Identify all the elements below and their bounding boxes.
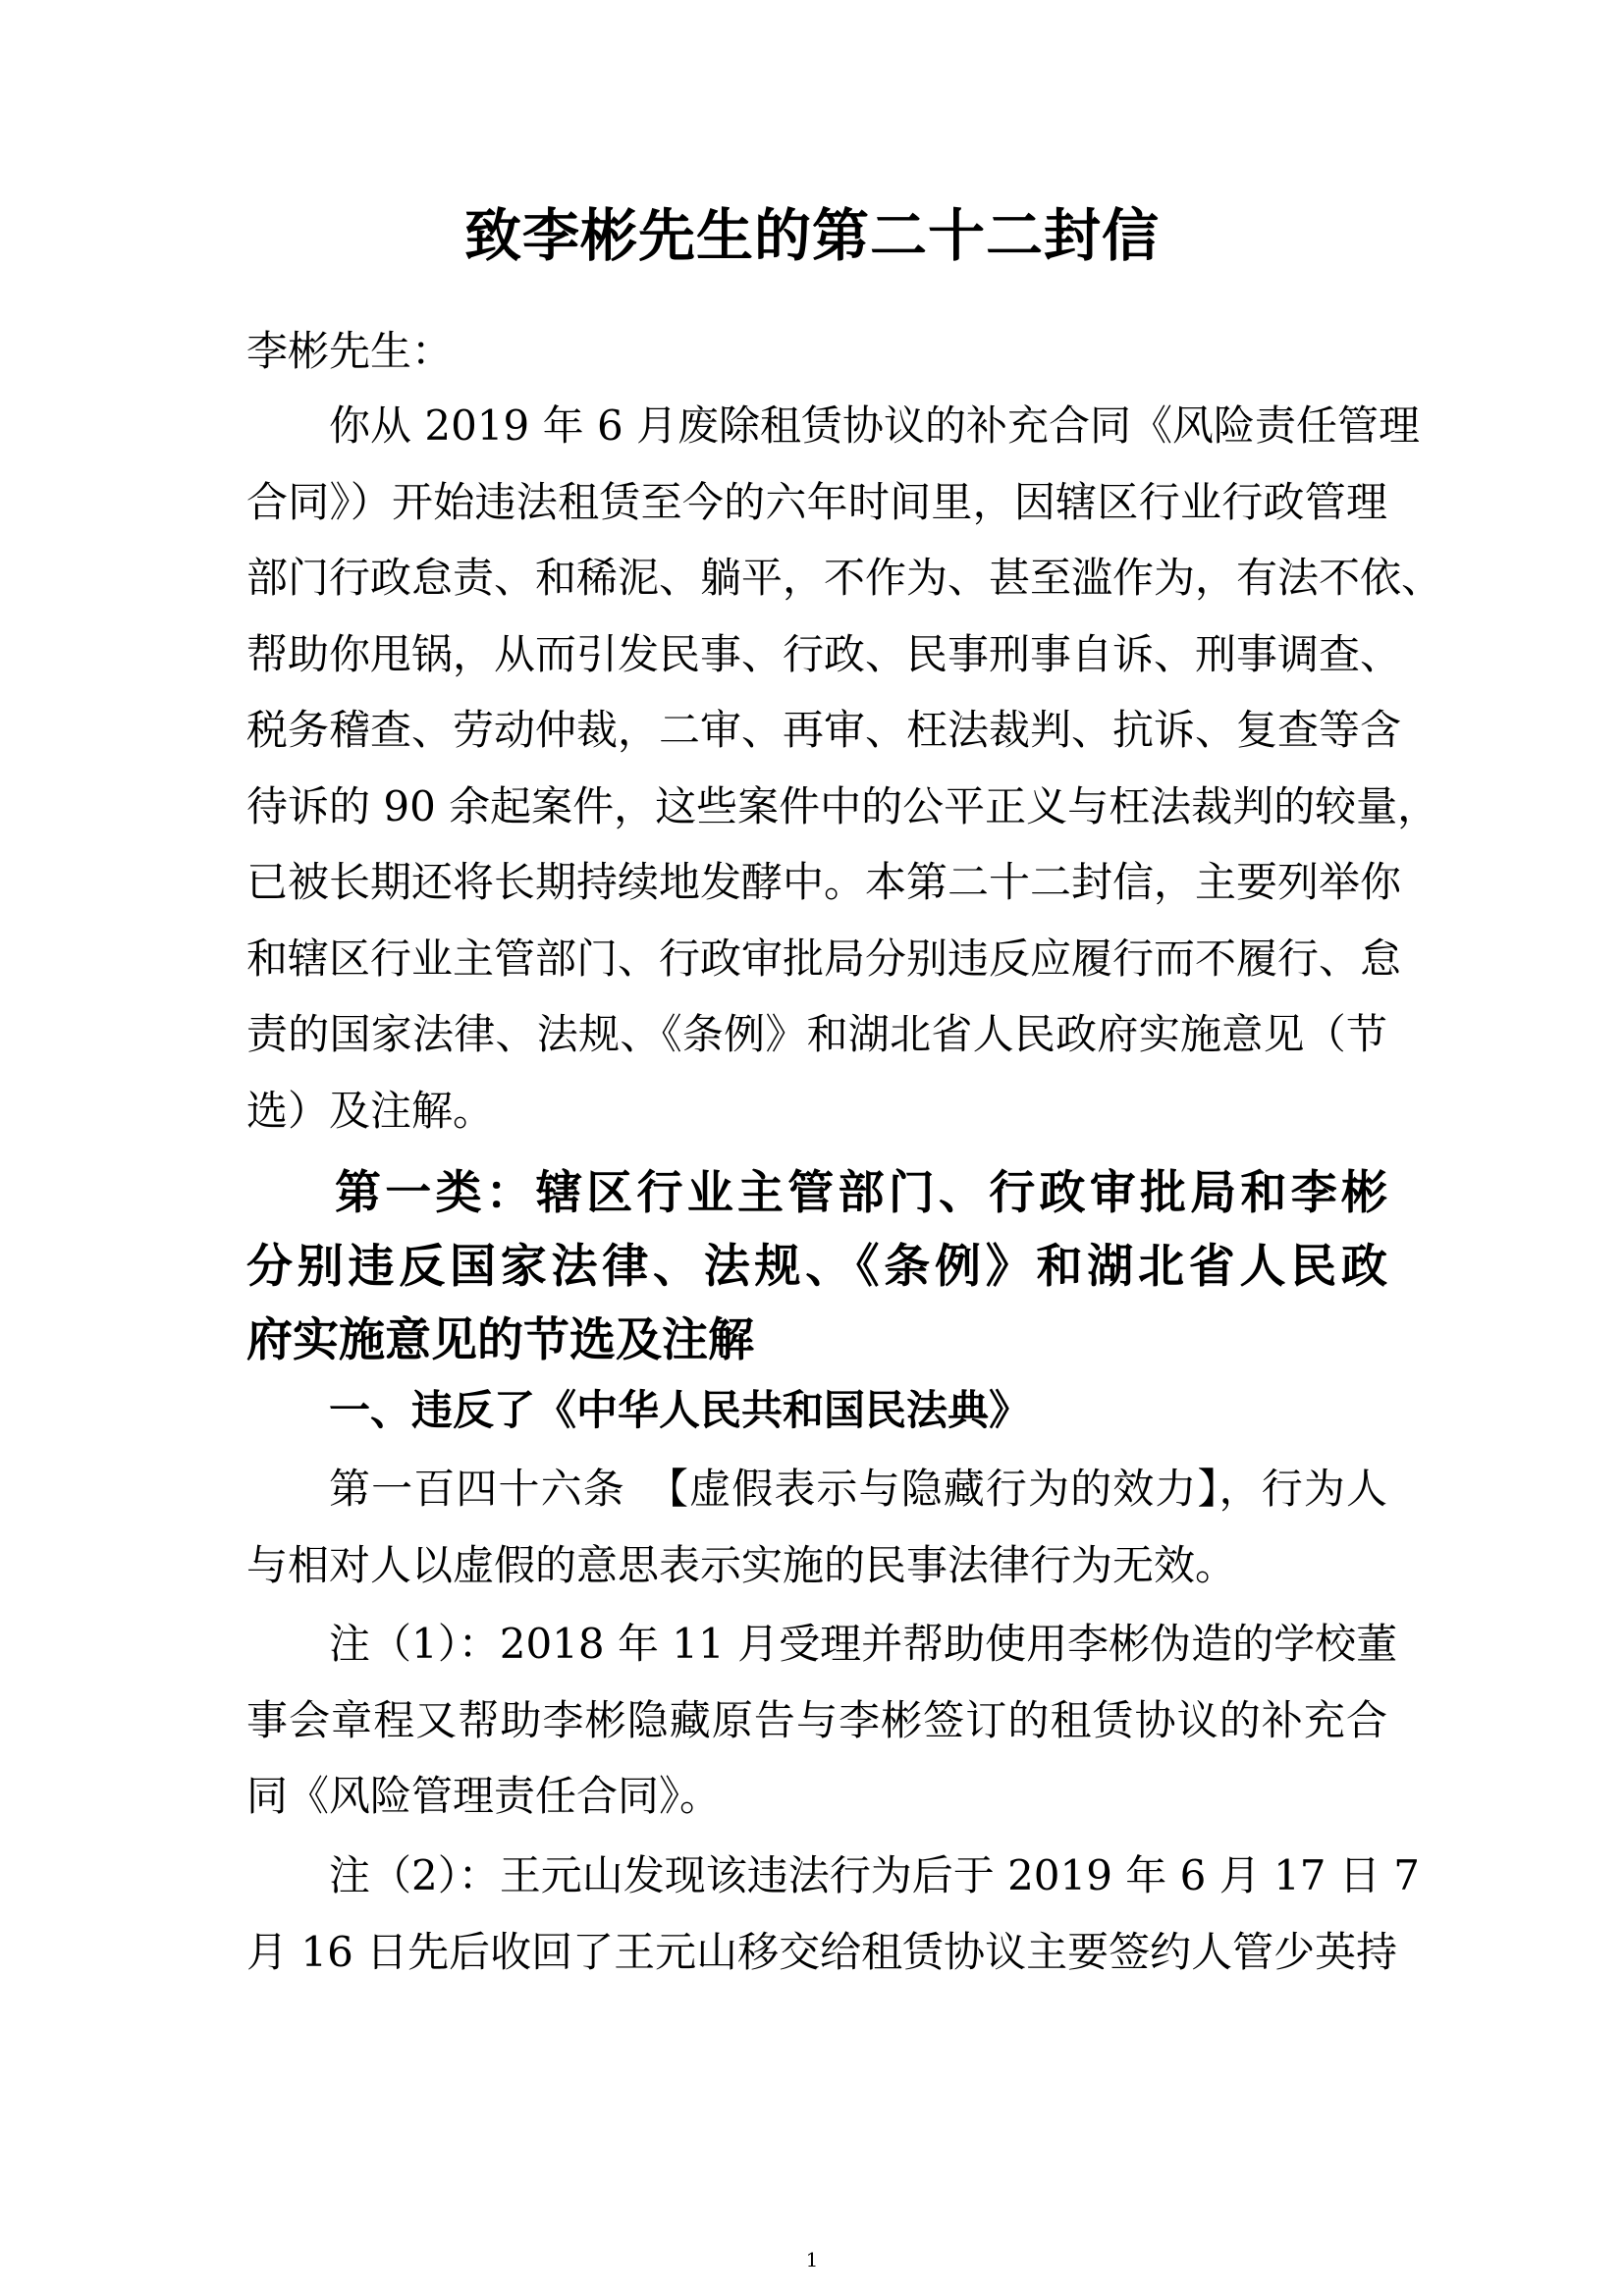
intro-paragraph <box>246 388 1443 1148</box>
intro-line: 部门行政怠责、和稀泥、躺平，不作为、甚至滥作为，有法不依、 <box>246 554 1443 602</box>
intro-line: 已被长期还将长期持续地发酵中。本第二十二封信，主要列举你 <box>246 858 1402 906</box>
section-heading-line: 分别违反国家法律、法规、《条例》和湖北省人民政 <box>246 1240 1387 1294</box>
note-1-paragraph <box>246 1606 1398 1835</box>
salutation: 李彬先生： <box>246 327 454 375</box>
article-line: 与相对人以虚假的意思表示实施的民事法律行为无效。 <box>246 1540 1237 1589</box>
note-2-paragraph <box>246 1838 1420 1990</box>
note-line: 注（1）：2018 年 11 月受理并帮助使用李彬伪造的学校董 <box>329 1620 1398 1668</box>
intro-line: 税务稽查、劳动仲裁，二审、再审、枉法裁判、抗诉、复查等含 <box>246 706 1402 754</box>
intro-line: 你从 2019 年 6 月废除租赁协议的补充合同《风险责任管理 <box>329 401 1421 450</box>
section-heading-line: 第一类：辖区行业主管部门、行政审批局和李彬 <box>335 1166 1387 1220</box>
note-line: 注（2）：王元山发现该违法行为后于 2019 年 6 月 17 日 7 <box>329 1851 1420 1899</box>
article-line: 第一百四十六条 【虚假表示与隐藏行为的效力】，行为人 <box>329 1465 1387 1513</box>
intro-line: 和辖区行业主管部门、行政审批局分别违反应履行而不履行、怠 <box>246 934 1402 983</box>
intro-line: 选）及注解。 <box>246 1086 495 1135</box>
document-title: 致李彬先生的第二十二封信 <box>463 202 1160 269</box>
page-number: 1 <box>805 2248 819 2271</box>
intro-line: 合同》）开始违法租赁至今的六年时间里，因辖区行业行政管理 <box>246 477 1387 526</box>
note-line: 同《风险管理责任合同》。 <box>246 1772 722 1820</box>
subheading-block <box>246 1376 1387 1445</box>
section-heading-line: 府实施意见的节选及注解 <box>246 1313 754 1367</box>
note-line: 事会章程又帮助李彬隐藏原告与李彬签订的租赁协议的补充合 <box>246 1695 1387 1744</box>
article-paragraph <box>246 1451 1387 1603</box>
note-line: 月 16 日先后收回了王元山移交给租赁协议主要签约人管少英持 <box>246 1927 1398 1976</box>
intro-line: 责的国家法律、法规、《条例》和湖北省人民政府实施意见（节 <box>246 1010 1387 1058</box>
section-heading <box>246 1156 1387 1377</box>
intro-line: 待诉的 90 余起案件，这些案件中的公平正义与枉法裁判的较量， <box>246 781 1439 830</box>
subheading: 一、违反了《中华人民共和国民法典》 <box>329 1386 1031 1434</box>
intro-line: 帮助你甩锅，从而引发民事、行政、民事刑事自诉、刑事调查、 <box>246 629 1402 678</box>
